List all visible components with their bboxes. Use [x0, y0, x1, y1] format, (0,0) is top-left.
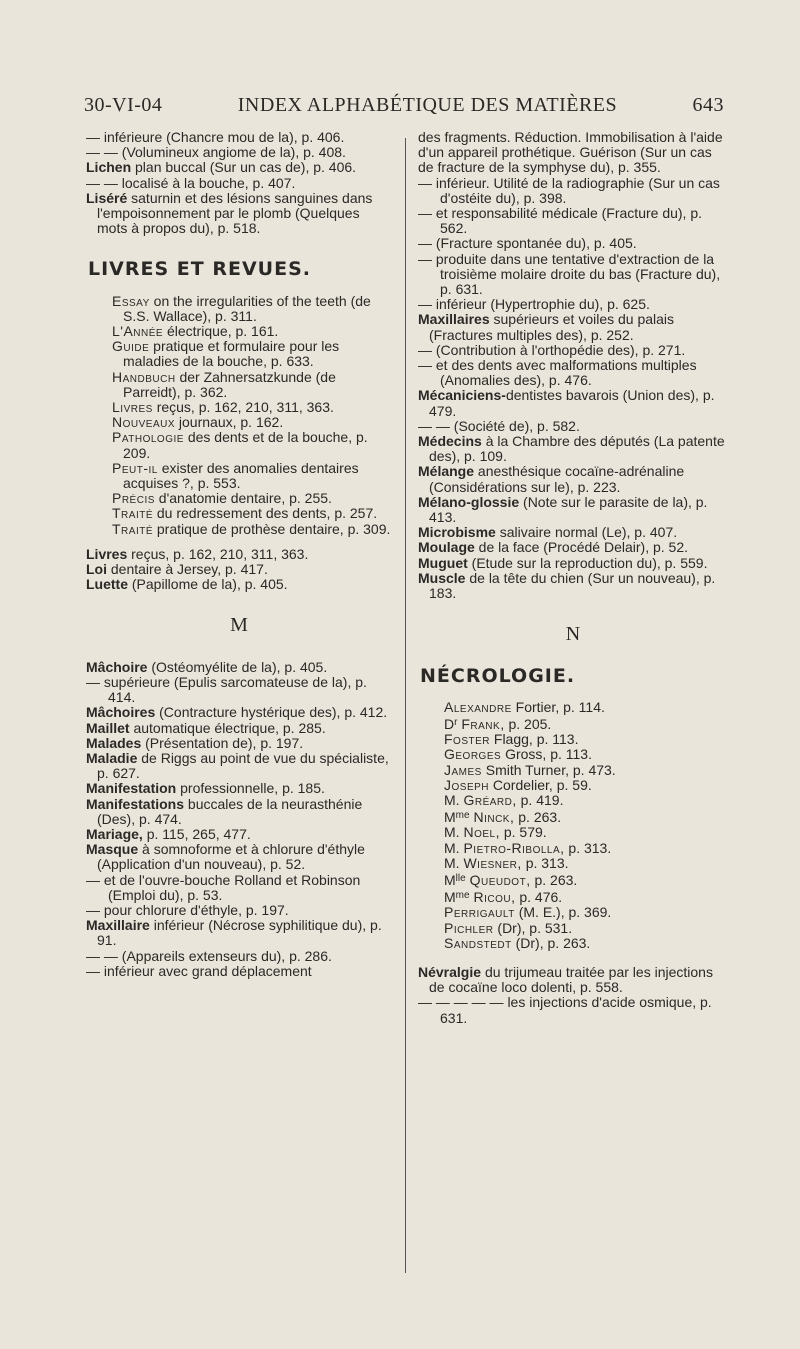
necro-entry [444, 856, 728, 871]
revue-entry [112, 324, 392, 339]
entry-text: Smith Turner, p. 473. [485, 761, 616, 778]
right-column [418, 130, 728, 1026]
entry-head: Mécaniciens- [418, 387, 506, 404]
index-entry [418, 965, 728, 995]
entry-head: Mariage, [86, 825, 143, 842]
entry-prefix: M. [444, 839, 460, 856]
index-entry: — et des dents avec malformations multiples (Anomalies des), p. 476. [418, 357, 697, 389]
entry-text: de la tête du chien (Sur un nouveau), p. 183. [429, 569, 716, 602]
entry-text: (Ostéomyélite de la), p. 405. [151, 658, 328, 675]
index-entry [86, 577, 392, 592]
entry-prefix: D [444, 715, 455, 732]
entry-head: Manifestation [86, 780, 177, 797]
revue-entry [112, 461, 392, 491]
entry-head: Mâchoires [86, 704, 156, 721]
entry-superscript: me [455, 890, 470, 902]
entry-superscript: r [454, 716, 458, 728]
entry-text: des dents et de la bouche, p. 209. [123, 429, 368, 461]
section-title-necrologie: NÉCROLOGIE. [420, 664, 576, 687]
entry-head: Foster [444, 731, 490, 748]
index-entry: — inférieur. Utilité de la radiographie (Sur un cas d'ostéite du), p. 398. [418, 174, 720, 206]
entry-text: (Papillome de la), p. 405. [131, 576, 288, 593]
entry-text: pratique de prothèse dentaire, p. 309. [156, 520, 391, 537]
section-title-livres: LIVRES ET REVUES. [88, 258, 311, 281]
entry-text: supérieurs et voiles du palais (Fractures multiples des), p. 252. [429, 311, 675, 343]
index-entry: — (Fracture spontanée du), p. 405. [418, 235, 637, 252]
entry-head: Georges [444, 746, 502, 763]
entry-text: d'anatomie dentaire, p. 255. [158, 490, 332, 507]
index-entry [86, 191, 392, 237]
entry-head: Manifestations [86, 795, 185, 812]
entry-head: Pietro-Ribolla, [463, 839, 565, 856]
necro-entry [444, 732, 728, 747]
index-entry: — produite dans une tentative d'extraction de la troisième molaire droite du bas (Fracture du), p. 631. [418, 250, 721, 298]
index-entry [86, 547, 392, 562]
entry-text: on the irregularities of the teeth (de S.S. Wallace), p. 311. [123, 292, 371, 324]
index-entry [418, 540, 728, 555]
entry-head: Traité [112, 520, 153, 537]
index-entry [86, 842, 392, 872]
index-entry [86, 736, 392, 751]
entry-text: p. 313. [525, 854, 569, 871]
index-entry [86, 705, 392, 720]
entry-text: de Riggs au point de vue du spécialiste, p. 627. [97, 749, 389, 782]
necro-entry [444, 700, 728, 715]
entry-head: Frank, [461, 715, 505, 732]
index-entry: — inférieur (Hypertrophie du), p. 625. [418, 296, 650, 313]
entry-head: Lichen [86, 159, 132, 176]
entry-text: anesthésique cocaïne-adrénaline (Considérations sur le), p. 223. [429, 463, 685, 495]
entry-text: (Note sur le parasite de la), p. 413. [429, 493, 708, 526]
entry-text: plan buccal (Sur un cas de), p. 406. [135, 159, 357, 176]
entry-head: Moulage [418, 539, 475, 556]
index-entry [418, 556, 728, 571]
entry-text: dentaire à Jersey, p. 417. [110, 561, 268, 578]
necro-entry [444, 763, 728, 778]
index-entry [418, 434, 728, 464]
index-entry [418, 312, 728, 342]
entry-text: automatique électrique, p. 285. [133, 719, 326, 736]
entry-head: Maillet [86, 719, 130, 736]
entry-head: Masque [86, 841, 139, 858]
entry-text: p. 115, 265, 477. [146, 825, 251, 842]
entry-head: Médecins [418, 433, 482, 450]
entry-text: reçus, p. 162, 210, 311, 363. [156, 399, 334, 416]
entry-text: p. 579. [503, 824, 547, 841]
entry-head: Luette [86, 576, 128, 593]
necro-entry [444, 825, 728, 840]
revue-entry [112, 294, 392, 324]
entry-prefix: M. [444, 854, 460, 871]
entry-text: salivaire normal (Le), p. 407. [499, 524, 678, 541]
entry-head: Nouveaux [112, 414, 176, 431]
entry-text: dentistes bavarois (Union des), p. 479. [429, 387, 715, 419]
necro-entry [444, 936, 728, 951]
revue-entry [112, 430, 392, 460]
entry-text: Flagg, p. 113. [493, 731, 579, 748]
revue-entry [112, 506, 392, 521]
entry-prefix: M [444, 871, 456, 888]
index-entry: — supérieure (Epulis sarcomateuse de la), p. 414. [86, 673, 367, 706]
revue-entry [112, 339, 392, 369]
entry-text: reçus, p. 162, 210, 311, 363. [131, 545, 309, 562]
entry-text: Gross, p. 113. [505, 746, 592, 763]
entry-text: p. 263. [518, 809, 562, 826]
index-entry [418, 388, 728, 418]
entry-text: Cordelier, p. 59. [492, 776, 592, 793]
necro-entry [444, 841, 728, 856]
entry-prefix: M. [444, 791, 460, 808]
entry-text: (Présentation de), p. 197. [145, 734, 304, 751]
index-entry [418, 495, 728, 525]
necro-entry [444, 808, 728, 825]
index-entry [86, 797, 392, 827]
entry-head: Précis [112, 490, 155, 507]
entry-text: du trijumeau traitée par les injections de cocaïne loco dolenti, p. 558. [429, 963, 713, 996]
letter-heading-m: M [230, 614, 248, 637]
index-entry [86, 562, 392, 577]
entry-head: Noel, [463, 824, 500, 841]
entry-prefix: M [444, 889, 456, 906]
entry-head: Microbisme [418, 524, 496, 541]
necro-entry [444, 905, 728, 920]
necro-entry [444, 715, 728, 732]
necrologie-list [418, 700, 728, 951]
revue-entry [112, 491, 392, 506]
entry-text: (Dr), p. 263. [515, 934, 591, 951]
necro-entry [444, 871, 728, 888]
entry-text: p. 313. [568, 839, 612, 856]
index-entry [86, 781, 392, 796]
entry-text: de la face (Procédé Delair), p. 52. [478, 539, 689, 556]
entry-head: Mélano-glossie [418, 493, 520, 510]
index-entry: — inférieure (Chancre mou de la), p. 406. [86, 129, 345, 145]
entry-text: p. 205. [508, 715, 552, 732]
entry-text: professionnelle, p. 185. [180, 780, 325, 797]
entry-head: Perrigault [444, 904, 515, 921]
entry-head: Joseph [444, 776, 490, 793]
entry-superscript: lle [455, 872, 466, 884]
entry-text: p. 419. [520, 791, 564, 808]
entry-head: Traité [112, 505, 153, 522]
entry-head: Mélange [418, 463, 475, 480]
header-title: INDEX ALPHABÉTIQUE DES MATIÈRES [237, 94, 618, 116]
entry-head: Maladie [86, 749, 138, 766]
entry-text: pratique et formulaire pour les maladies de la bouche, p. 633. [123, 338, 340, 370]
entry-text: (M. E.), p. 369. [518, 904, 612, 921]
necro-entry [444, 778, 728, 793]
index-entry [418, 464, 728, 494]
index-entry [418, 525, 728, 540]
entry-head: Wiesner, [463, 854, 522, 871]
entry-head: Livres [112, 399, 153, 416]
entry-head: Muguet [418, 554, 468, 571]
entry-head: Liséré [86, 189, 128, 206]
entry-head: Alexandre [444, 698, 512, 715]
revue-entry [112, 415, 392, 430]
index-entry [86, 721, 392, 736]
index-entry [86, 660, 392, 675]
entry-head: Queudot, [469, 871, 531, 888]
index-entry: des fragments. Réduction. Immobilisation à l'aide d'un appareil prothétique. Guérison (Sur un cas de fracture de la symphyse du), p. 355. [418, 129, 723, 176]
entry-head: Malades [86, 734, 142, 751]
necro-entry [444, 921, 728, 936]
entry-head: Pichler [444, 919, 494, 936]
entry-prefix: M [444, 809, 456, 826]
index-entry: — — — — — les injections d'acide osmique, p. 631. [418, 994, 712, 1026]
entry-text: (Dr), p. 531. [497, 919, 573, 936]
entry-text: à la Chambre des députés (La patente des), p. 109. [429, 433, 725, 465]
entry-head: L'Année [112, 323, 164, 340]
revue-entry [112, 370, 392, 400]
entry-head: Pathologie [112, 429, 184, 446]
entry-head: Livres [86, 545, 128, 562]
entry-head: Maxillaires [418, 311, 490, 328]
entry-text: Fortier, p. 114. [515, 698, 605, 715]
index-entry: — et de l'ouvre-bouche Rolland et Robinson (Emploi du), p. 53. [86, 871, 361, 903]
entry-text: du redressement des dents, p. 257. [156, 505, 378, 522]
necro-entry [444, 793, 728, 808]
entry-text: buccales de la neurasthénie (Des), p. 474. [97, 795, 363, 827]
entry-head: Gréard, [463, 791, 517, 808]
entry-text: journaux, p. 162. [178, 414, 284, 431]
entry-head: Mâchoire [86, 658, 148, 675]
index-entry [418, 571, 728, 601]
header-page-number: 643 [692, 94, 724, 116]
revue-entry [112, 400, 392, 415]
entry-text: inférieur (Nécrose syphilitique du), p. 91. [97, 917, 382, 949]
index-entry: — et responsabilité médicale (Fracture du), p. 562. [418, 205, 703, 237]
entry-head: Ricou, [473, 889, 516, 906]
entry-text: (Contracture hystérique des), p. 412. [159, 704, 388, 721]
index-entry [86, 918, 392, 948]
entry-text: à somnoforme et à chlorure d'éthyle (Application d'un nouveau), p. 52. [97, 841, 365, 873]
index-entry: — — (Société de), p. 582. [418, 417, 580, 434]
entry-text: p. 263. [534, 871, 578, 888]
entry-head: Ninck, [473, 809, 515, 826]
column-divider [405, 138, 406, 1273]
entry-head: Loi [86, 561, 107, 578]
entry-head: James [444, 761, 482, 778]
page-header [84, 94, 724, 122]
necro-entry [444, 888, 728, 905]
entry-prefix: M. [444, 824, 460, 841]
index-entry: — — localisé à la bouche, p. 407. [86, 174, 296, 191]
index-entry: — inférieur avec grand déplacement [86, 962, 312, 979]
revues-list [86, 294, 392, 537]
entry-text: der Zahnersatzkunde (de Parreidt), p. 362. [123, 368, 336, 400]
index-entry: — — (Volumineux angiome de la), p. 408. [86, 144, 346, 161]
entry-head: Névralgie [418, 963, 482, 980]
entry-text: (Etude sur la reproduction du), p. 559. [471, 554, 708, 571]
entry-text: électrique, p. 161. [166, 323, 279, 340]
index-entry: — (Contribution à l'orthopédie des), p. 271. [418, 341, 686, 358]
entry-text: p. 476. [519, 889, 563, 906]
index-entry: — pour chlorure d'éthyle, p. 197. [86, 901, 289, 918]
index-entry [86, 751, 392, 781]
entry-head: Maxillaire [86, 917, 150, 934]
index-entry [86, 160, 392, 175]
letter-heading-n: N [565, 623, 581, 646]
left-column [86, 130, 392, 979]
entry-head: Sandstedt [444, 934, 512, 951]
entry-head: Guide [112, 338, 150, 355]
header-date: 30-VI-04 [84, 94, 163, 116]
entry-head: Peut-il [112, 459, 158, 476]
entry-superscript: me [455, 810, 470, 822]
entry-head: Handbuch [112, 368, 176, 385]
entry-head: Essay [112, 292, 150, 309]
entry-head: Muscle [418, 569, 466, 586]
entry-text: saturnin et des lésions sanguines dans l'empoisonnement par le plomb (Quelques mots à propos du), p. 518. [97, 189, 373, 237]
entry-text: exister des anomalies dentaires acquises ?, p. 553. [123, 459, 359, 492]
index-entry [86, 827, 392, 842]
necro-entry [444, 747, 728, 762]
index-entry: — — (Appareils extenseurs du), p. 286. [86, 947, 332, 964]
revue-entry [112, 522, 392, 537]
